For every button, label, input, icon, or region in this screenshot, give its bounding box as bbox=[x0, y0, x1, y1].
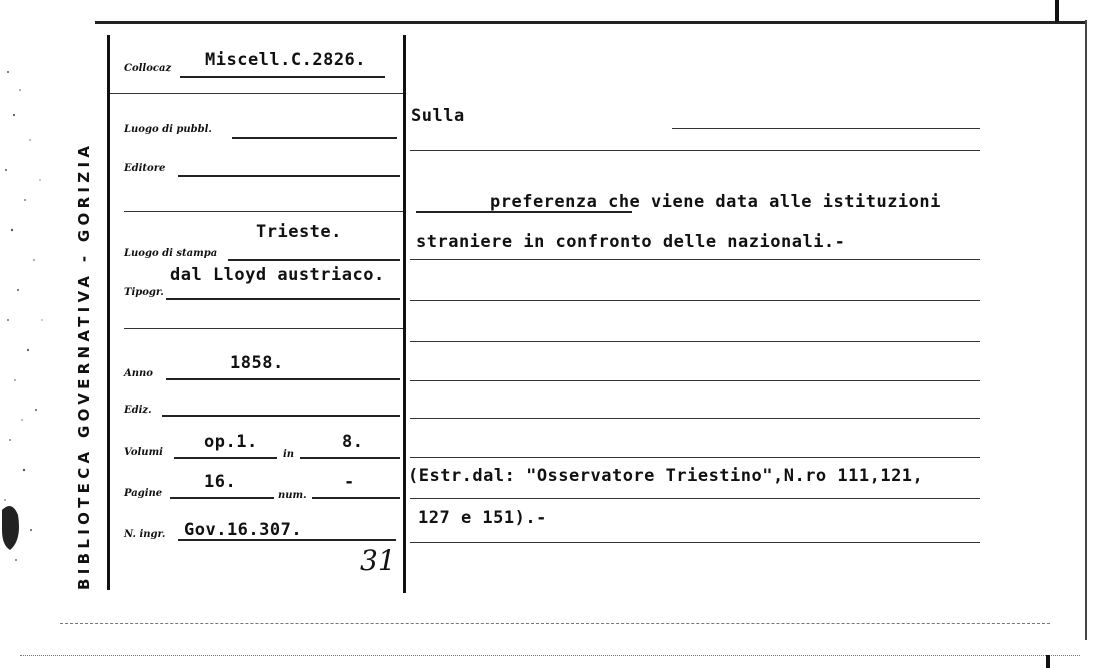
value-luogo-stampa: Trieste. bbox=[256, 222, 342, 242]
rule-right-7 bbox=[410, 418, 980, 419]
rule-right-4 bbox=[410, 300, 980, 301]
value-anno: 1858. bbox=[230, 353, 284, 373]
underline-num bbox=[312, 497, 400, 499]
title-line-3: straniere in confronto delle nazionali.- bbox=[416, 232, 846, 252]
rule-right-3 bbox=[410, 259, 980, 260]
value-num: - bbox=[344, 472, 355, 492]
rule-right-8 bbox=[410, 457, 980, 458]
underline-n-ingresso bbox=[178, 539, 396, 541]
value-n-ingresso: Gov.16.307. bbox=[184, 520, 303, 540]
title-line-4: (Estr.dal: "Osservatore Triestino",N.ro 111,121, bbox=[408, 466, 924, 486]
bottom-dash-2 bbox=[20, 655, 1080, 656]
label-n-ingresso: N. ingr. bbox=[124, 529, 166, 540]
library-stamp: BIBLIOTECA GOVERNATIVA - GORIZIA bbox=[75, 141, 93, 590]
rule-right-9 bbox=[410, 498, 980, 499]
rule-row3 bbox=[124, 328, 403, 329]
title-line-2: preferenza che viene data alle istituzioni bbox=[490, 192, 941, 212]
rule-right-2 bbox=[410, 150, 980, 151]
left-rule bbox=[107, 35, 110, 590]
rule-right-5 bbox=[410, 341, 980, 342]
underline-luogo-stampa bbox=[228, 259, 400, 261]
rule-right-6 bbox=[410, 380, 980, 381]
label-collocazione: Collocaz bbox=[124, 63, 172, 74]
right-bottom-mark bbox=[1046, 655, 1050, 668]
rule-right-1 bbox=[672, 128, 980, 129]
underline-tipografia bbox=[166, 298, 400, 300]
label-pagine: Pagine bbox=[124, 488, 163, 499]
value-formato: 8. bbox=[342, 432, 364, 452]
label-edizione: Ediz. bbox=[124, 405, 152, 416]
underline-luogo-pubblicazione bbox=[232, 137, 397, 139]
value-pagine: 16. bbox=[204, 472, 237, 492]
value-collocazione: Miscell.C.2826. bbox=[205, 50, 367, 70]
title-line-1: Sulla bbox=[411, 106, 465, 126]
rule-right-10 bbox=[410, 542, 980, 543]
title-line-5: 127 e 151).- bbox=[418, 508, 547, 528]
label-in: in bbox=[283, 449, 295, 460]
underline-pagine bbox=[170, 497, 274, 499]
label-luogo-pubblicazione: Luogo di pubbl. bbox=[124, 124, 212, 135]
bottom-dash-1 bbox=[60, 623, 1050, 624]
label-volumi: Volumi bbox=[124, 447, 163, 458]
underline-collocazione bbox=[180, 76, 385, 78]
label-tipografia: Tipogr. bbox=[124, 287, 164, 298]
right-edge-line bbox=[1085, 20, 1087, 640]
underline-editore bbox=[178, 175, 400, 177]
underline-volumi bbox=[174, 457, 277, 459]
middle-rule bbox=[403, 35, 406, 593]
top-border bbox=[95, 21, 1085, 24]
scan-noise bbox=[0, 60, 62, 600]
label-anno: Anno bbox=[124, 368, 153, 379]
label-num: num. bbox=[278, 490, 307, 501]
label-luogo-stampa: Luogo di stampa bbox=[124, 248, 218, 259]
rule-row2 bbox=[124, 211, 403, 212]
underline-formato bbox=[300, 457, 400, 459]
underline-anno bbox=[166, 378, 400, 380]
value-tipografia: dal Lloyd austriaco. bbox=[170, 265, 385, 285]
handwritten-mark: 31 bbox=[360, 544, 396, 577]
right-edge-mark bbox=[1055, 0, 1059, 22]
label-editore: Editore bbox=[124, 163, 166, 174]
rule-row1 bbox=[110, 93, 403, 94]
value-volumi: op.1. bbox=[204, 432, 258, 452]
underline-edizione bbox=[162, 415, 400, 417]
